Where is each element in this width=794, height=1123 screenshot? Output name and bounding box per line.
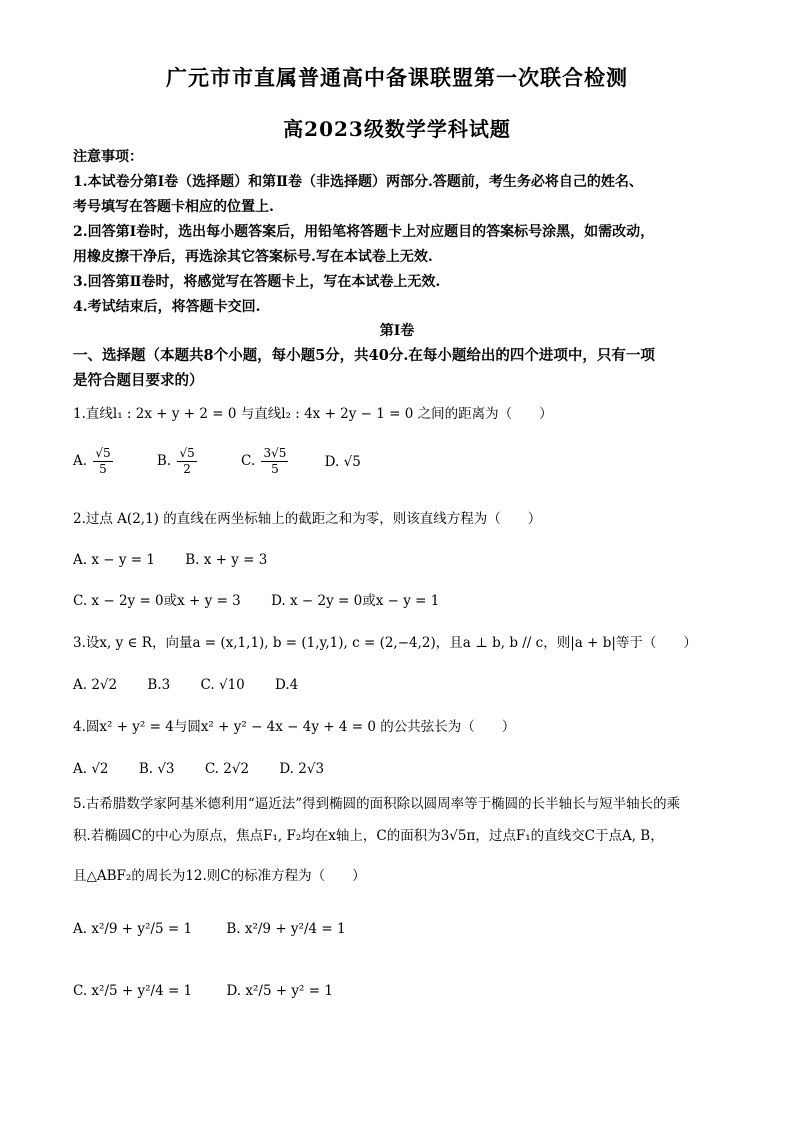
- notes-line: 用橡皮擦干净后，再选涂其它答案标号.写在本试卷上无效.: [73, 249, 433, 265]
- question-2-stem: 2.过点 A(2,1) 的直线在两坐标轴上的截距之和为零，则该直线方程为（ ）: [73, 511, 542, 527]
- question-2-options-row2: [73, 590, 439, 612]
- option-b: B. √3: [138, 761, 175, 777]
- option-a: [73, 446, 115, 477]
- question-5-stem-line: 且△ABF₂的周长为12.则C的标准方程为（ ）: [73, 868, 366, 884]
- notes-line: 4.考试结束后，将答题卡交回.: [73, 299, 261, 315]
- denominator: 5: [99, 462, 107, 476]
- option-c: C. x²/5 + y²/4 = 1: [73, 983, 193, 999]
- question-4-options: [73, 758, 324, 780]
- question-5-options-row2: [73, 980, 333, 1002]
- option-c: C. √10: [200, 677, 245, 693]
- numerator: 3√5: [263, 446, 287, 460]
- option-label: A.: [73, 453, 88, 469]
- part-heading: 第Ⅰ卷: [379, 323, 415, 339]
- question-3-options: [73, 674, 298, 696]
- numerator: √5: [95, 446, 111, 460]
- option-d: D.4: [275, 677, 299, 693]
- question-4-stem: 4.圆x² + y² = 4与圆x² + y² − 4x − 4y + 4 = 0 的公共弦长为（ ）: [73, 719, 516, 735]
- fraction: [261, 446, 288, 477]
- notes-line: 1.本试卷分第Ⅰ卷（选择题）和第Ⅱ卷（非选择题）两部分.答题前，考生务必将自己的姓名、: [73, 174, 643, 190]
- option-c: C. 2√2: [204, 761, 250, 777]
- section-line: 一、选择题（本题共8个小题，每小题5分，共40分.在每小题给出的四个进项中，只有一项: [73, 347, 655, 364]
- option-a: A. x²/9 + y²/5 = 1: [73, 921, 193, 937]
- option-a: A. x − y = 1: [73, 552, 155, 568]
- option-d: D. 2√3: [279, 761, 325, 777]
- notes-line: 2.回答第Ⅰ卷时，选出每小题答案后，用铅笔将答题卡上对应题目的答案标号涂黑，如需改动，: [73, 224, 655, 240]
- option-d: D. √5: [324, 453, 361, 470]
- denominator: 5: [271, 462, 279, 476]
- notes-block: [73, 145, 733, 320]
- option-label: C.: [241, 453, 256, 469]
- option-a: A. √2: [73, 761, 109, 777]
- option-b: B. x²/9 + y²/4 = 1: [226, 921, 346, 937]
- denominator: 2: [183, 462, 191, 476]
- option-b: [157, 446, 199, 477]
- option-b: B.3: [147, 677, 171, 693]
- option-a: A. 2√2: [73, 677, 118, 693]
- section-heading: [73, 343, 733, 393]
- option-d: D. x²/5 + y² = 1: [226, 983, 333, 999]
- fraction: [93, 446, 112, 477]
- question-1-options: [73, 446, 361, 477]
- question-5-options-row1: [73, 918, 346, 940]
- option-b: B. x + y = 3: [185, 552, 268, 568]
- numerator: √5: [179, 446, 195, 460]
- question-5-stem-line: 积.若椭圆C的中心为原点，焦点F₁, F₂均在x轴上，C的面积为3√5π，过点F₁的直线交C于点A, B，: [73, 828, 664, 844]
- notes-line: 考号填写在答题卡相应的位置上.: [73, 199, 274, 215]
- notes-heading: 注意事项：: [73, 149, 143, 165]
- question-5-stem-line: 5.古希腊数学家阿基米德利用“逼近法”得到椭圆的面积除以圆周率等于椭圆的长半轴长与短半轴长的乘: [73, 796, 681, 812]
- option-c: C. x − 2y = 0或x + y = 3: [73, 593, 241, 609]
- section-line: 是符合题目要求的）: [73, 372, 204, 389]
- exam-title: 广元市市直属普通高中备课联盟第一次联合检测: [166, 65, 628, 90]
- option-d: D. x − 2y = 0或x − y = 1: [271, 593, 440, 609]
- notes-line: 3.回答第Ⅱ卷时，将感觉写在答题卡上，写在本试卷上无效.: [73, 274, 441, 290]
- question-1-stem: 1.直线l₁ : 2x + y + 2 = 0 与直线l₂ : 4x + 2y − 1 = 0 之间的距离为（ ）: [73, 406, 553, 422]
- question-3-stem: 3.设x, y ∈ R，向量a = (x,1,1), b = (1,y,1), c = (2,−4,2)，且a ⊥ b, b // c，则|a + b|等于（ ）: [73, 635, 697, 651]
- exam-subtitle: 高2023级数学学科试题: [283, 117, 511, 141]
- question-2-options-row1: [73, 549, 267, 571]
- option-label: B.: [156, 453, 172, 469]
- option-c: [241, 446, 290, 477]
- fraction: [177, 446, 196, 477]
